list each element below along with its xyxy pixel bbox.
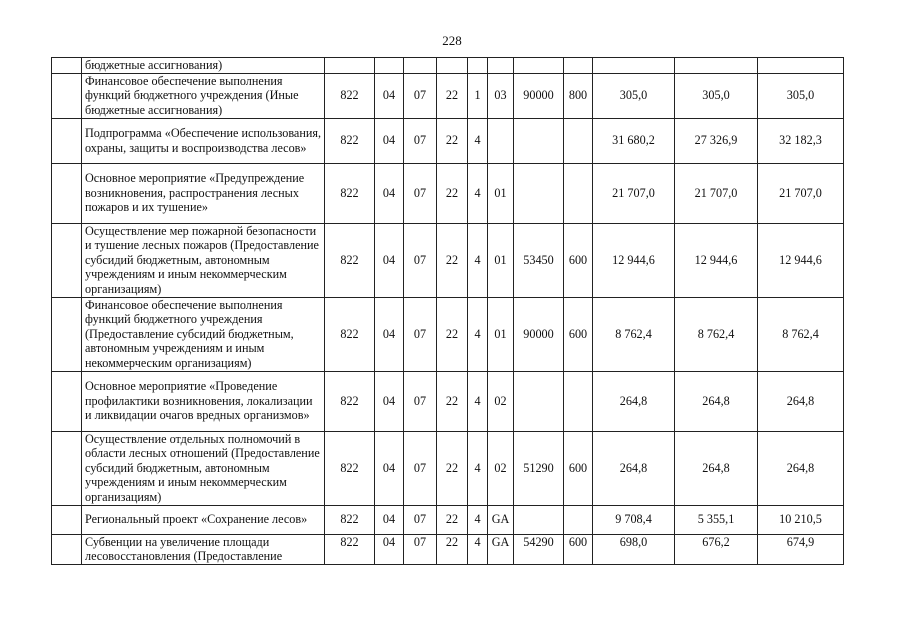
section-code: 04 (375, 371, 404, 431)
section-code: 04 (375, 505, 404, 534)
program-code: 22 (437, 431, 468, 505)
row-name: Осуществление мер пожарной безопасности и тушение лесных пожаров (Предоставление субсидий бюджетным, автономным учреждениям и иным некоммерческим организациям) (82, 223, 325, 297)
section-code: 04 (375, 431, 404, 505)
program-code: 22 (437, 534, 468, 564)
direction-code: 53450 (514, 223, 564, 297)
subprogram-code: 4 (468, 534, 488, 564)
expense-type-code (564, 505, 593, 534)
program-code: 22 (437, 371, 468, 431)
grbs-code: 822 (325, 73, 375, 118)
grbs-code: 822 (325, 431, 375, 505)
year-1-amount: 264,8 (593, 371, 675, 431)
subsection-code: 07 (404, 505, 437, 534)
direction-code (514, 118, 564, 163)
expense-type-code: 600 (564, 297, 593, 371)
subprogram-code: 4 (468, 223, 488, 297)
year-2-amount: 27 326,9 (675, 118, 758, 163)
year-1-amount: 264,8 (593, 431, 675, 505)
subprogram-code: 4 (468, 297, 488, 371)
year-1-amount: 31 680,2 (593, 118, 675, 163)
section-code: 04 (375, 73, 404, 118)
expense-type-code: 600 (564, 223, 593, 297)
event-code: GA (488, 505, 514, 534)
year-2-amount: 264,8 (675, 431, 758, 505)
year-3-amount: 32 182,3 (758, 118, 844, 163)
row-name: Финансовое обеспечение выполнения функций бюджетного учреждения (Предоставление субсидий бюджетным, автономным учреждениям и иным некоммерческим организациям) (82, 297, 325, 371)
expense-type-code: 600 (564, 534, 593, 564)
program-code: 22 (437, 297, 468, 371)
year-2-amount: 12 944,6 (675, 223, 758, 297)
subsection-code: 07 (404, 371, 437, 431)
year-3-amount: 264,8 (758, 371, 844, 431)
grbs-code: 822 (325, 371, 375, 431)
grbs-code (325, 58, 375, 74)
subsection-code (404, 58, 437, 74)
subsection-code: 07 (404, 73, 437, 118)
event-code: 01 (488, 297, 514, 371)
row-name: бюджетные ассигнования) (82, 58, 325, 74)
program-code: 22 (437, 73, 468, 118)
blank-cell (52, 163, 82, 223)
event-code (488, 58, 514, 74)
program-code: 22 (437, 163, 468, 223)
grbs-code: 822 (325, 534, 375, 564)
year-3-amount: 8 762,4 (758, 297, 844, 371)
subsection-code: 07 (404, 163, 437, 223)
year-2-amount (675, 58, 758, 74)
subprogram-code: 4 (468, 371, 488, 431)
expense-type-code (564, 163, 593, 223)
blank-cell (52, 297, 82, 371)
direction-code (514, 58, 564, 74)
section-code: 04 (375, 297, 404, 371)
year-1-amount: 8 762,4 (593, 297, 675, 371)
year-3-amount: 21 707,0 (758, 163, 844, 223)
event-code (488, 118, 514, 163)
subsection-code: 07 (404, 534, 437, 564)
table-row (52, 163, 844, 223)
blank-cell (52, 431, 82, 505)
program-code: 22 (437, 118, 468, 163)
subprogram-code: 4 (468, 163, 488, 223)
year-1-amount: 305,0 (593, 73, 675, 118)
subprogram-code: 4 (468, 505, 488, 534)
expense-type-code: 600 (564, 431, 593, 505)
direction-code: 54290 (514, 534, 564, 564)
table-row (52, 505, 844, 534)
blank-cell (52, 118, 82, 163)
table-row (52, 297, 844, 371)
grbs-code: 822 (325, 118, 375, 163)
blank-cell (52, 73, 82, 118)
grbs-code: 822 (325, 505, 375, 534)
year-2-amount: 676,2 (675, 534, 758, 564)
blank-cell (52, 223, 82, 297)
budget-table (51, 57, 844, 565)
expense-type-code (564, 118, 593, 163)
table-row (52, 73, 844, 118)
year-3-amount: 12 944,6 (758, 223, 844, 297)
row-name: Подпрограмма «Обеспечение использования, охраны, защиты и воспроизводства лесов» (82, 118, 325, 163)
year-1-amount: 9 708,4 (593, 505, 675, 534)
table-row (52, 534, 844, 564)
grbs-code: 822 (325, 163, 375, 223)
program-code: 22 (437, 223, 468, 297)
section-code: 04 (375, 163, 404, 223)
direction-code: 90000 (514, 297, 564, 371)
program-code: 22 (437, 505, 468, 534)
event-code: 02 (488, 371, 514, 431)
row-name: Осуществление отдельных полномочий в области лесных отношений (Предоставление субсидий бюджетным, автономным учреждениям и иным некоммерческим организациям) (82, 431, 325, 505)
section-code: 04 (375, 223, 404, 297)
row-name: Финансовое обеспечение выполнения функций бюджетного учреждения (Иные бюджетные ассигнования) (82, 73, 325, 118)
subsection-code: 07 (404, 297, 437, 371)
subprogram-code (468, 58, 488, 74)
year-2-amount: 5 355,1 (675, 505, 758, 534)
page-number: 228 (442, 33, 462, 48)
program-code (437, 58, 468, 74)
subprogram-code: 4 (468, 431, 488, 505)
row-name: Основное мероприятие «Проведение профилактики возникновения, локализации и ликвидации очагов вредных организмов» (82, 371, 325, 431)
direction-code (514, 163, 564, 223)
grbs-code: 822 (325, 297, 375, 371)
year-3-amount: 10 210,5 (758, 505, 844, 534)
blank-cell (52, 534, 82, 564)
row-name: Региональный проект «Сохранение лесов» (82, 505, 325, 534)
year-2-amount: 21 707,0 (675, 163, 758, 223)
event-code: 02 (488, 431, 514, 505)
year-3-amount (758, 58, 844, 74)
year-2-amount: 8 762,4 (675, 297, 758, 371)
table-row (52, 223, 844, 297)
event-code: GA (488, 534, 514, 564)
table-row (52, 118, 844, 163)
event-code: 01 (488, 223, 514, 297)
direction-code: 90000 (514, 73, 564, 118)
subsection-code: 07 (404, 431, 437, 505)
blank-cell (52, 58, 82, 74)
row-name: Субвенции на увеличение площади лесовосстановления (Предоставление (82, 534, 325, 564)
table-row (52, 58, 844, 74)
year-1-amount: 698,0 (593, 534, 675, 564)
year-3-amount: 674,9 (758, 534, 844, 564)
direction-code (514, 371, 564, 431)
year-1-amount (593, 58, 675, 74)
year-3-amount: 264,8 (758, 431, 844, 505)
event-code: 01 (488, 163, 514, 223)
table-row (52, 431, 844, 505)
year-3-amount: 305,0 (758, 73, 844, 118)
expense-type-code: 800 (564, 73, 593, 118)
year-1-amount: 12 944,6 (593, 223, 675, 297)
blank-cell (52, 371, 82, 431)
table-row (52, 371, 844, 431)
row-name: Основное мероприятие «Предупреждение возникновения, распространения лесных пожаров и их тушение» (82, 163, 325, 223)
section-code (375, 58, 404, 74)
event-code: 03 (488, 73, 514, 118)
grbs-code: 822 (325, 223, 375, 297)
expense-type-code (564, 371, 593, 431)
subsection-code: 07 (404, 223, 437, 297)
subprogram-code: 4 (468, 118, 488, 163)
blank-cell (52, 505, 82, 534)
subprogram-code: 1 (468, 73, 488, 118)
direction-code (514, 505, 564, 534)
section-code: 04 (375, 118, 404, 163)
year-1-amount: 21 707,0 (593, 163, 675, 223)
year-2-amount: 264,8 (675, 371, 758, 431)
year-2-amount: 305,0 (675, 73, 758, 118)
subsection-code: 07 (404, 118, 437, 163)
expense-type-code (564, 58, 593, 74)
section-code: 04 (375, 534, 404, 564)
direction-code: 51290 (514, 431, 564, 505)
